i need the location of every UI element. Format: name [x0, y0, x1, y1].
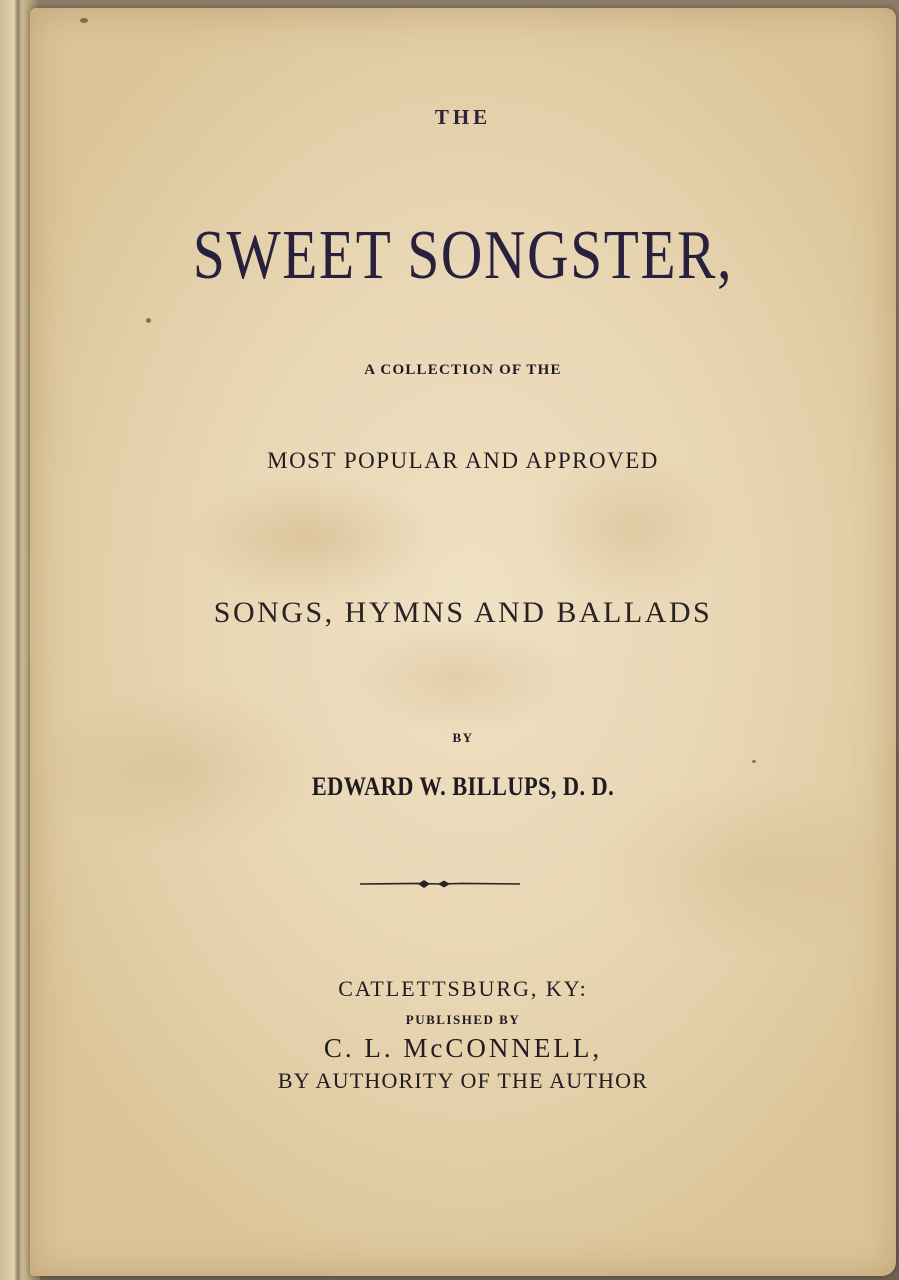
author-name: EDWARD W. BILLUPS, D. D. — [311, 772, 615, 801]
authority-line: BY AUTHORITY OF THE AUTHOR — [277, 1068, 649, 1093]
publisher-name: C. L. McCONNELL, — [323, 1033, 603, 1063]
paper-speck — [146, 318, 151, 323]
published-by-label: PUBLISHED BY — [405, 1012, 521, 1027]
binding-shadow — [14, 0, 22, 1280]
publication-place: CATLETTSBURG, KY: — [338, 976, 588, 1001]
by-line: BY — [452, 730, 474, 745]
title-article: THE — [434, 105, 492, 129]
title-page — [30, 8, 896, 1276]
book-title: SWEET SONGSTER, — [192, 217, 734, 294]
subtitle-line-1: A COLLECTION OF THE — [364, 362, 562, 378]
subtitle-line-2: MOST POPULAR AND APPROVED — [267, 448, 659, 473]
subtitle-line-3: SONGS, HYMNS AND BALLADS — [213, 596, 713, 629]
paper-speck — [752, 760, 756, 763]
paper-speck — [80, 18, 88, 23]
ornament-rule — [358, 874, 522, 894]
